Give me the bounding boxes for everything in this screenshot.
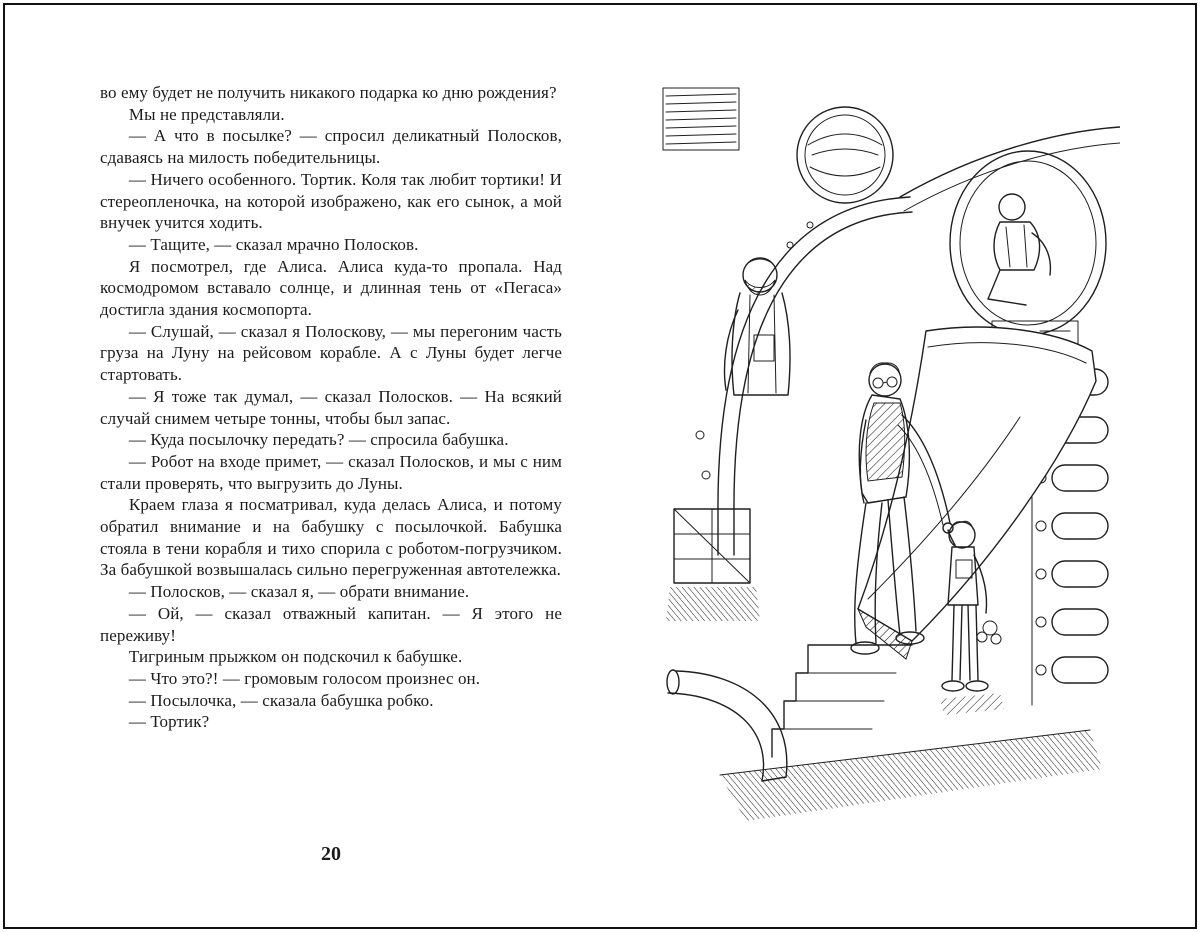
- stairs: [772, 645, 912, 757]
- paragraph: — Ничего особенного. Тортик. Коля так любит тортики! И стереопленочка, на которой изображено, как его сынок, а мой внучек учится ходить.: [100, 169, 562, 233]
- paragraph: — Тащите, — сказал мрачно Полосков.: [128, 234, 419, 254]
- paragraph: — Слушай, — сказал я Полоскову, — мы перегоним часть груза на Луну на рейсовом корабле. А с Луны будет легче стартовать.: [100, 321, 562, 385]
- paragraph: — Посылочка, — сказала бабушка робко.: [128, 690, 434, 710]
- paragraph: Я посмотрел, где Алиса. Алиса куда-то пропала. Над космодромом вставало солнце, и длинная тень от «Пегаса» достигла здания космопорта.: [100, 256, 562, 320]
- paragraph: Тигриным прыжком он подскочил к бабушке.: [128, 647, 463, 667]
- paragraph: — Ой, — сказал отважный капитан. — Я этого не переживу!: [100, 603, 562, 645]
- paragraph: — Полосков, — сказал я, — обрати внимание.: [128, 582, 470, 602]
- paragraph: — Куда посылочку передать? — спросила бабушка.: [128, 430, 509, 450]
- paragraph: — Что это?! — громовым голосом произнес он.: [128, 668, 481, 688]
- book-illustration: [660, 85, 1120, 845]
- paragraph: во ему будет не получить никакого подарка ко дню рождения?: [100, 83, 557, 102]
- paragraph: — Я тоже так думал, — сказал Полосков. — На всякий случай снимем четыре тонны, чтобы был запас.: [100, 386, 562, 428]
- spaceship-interior-drawing: [660, 85, 1120, 845]
- page-number: 20: [321, 843, 341, 865]
- alcove-seated-figure: [950, 151, 1106, 355]
- paragraph: — Робот на входе примет, — сказал Полосков, и мы с ним стали проверять, что выгрузить до Луны.: [100, 451, 562, 493]
- paragraph: Краем глаза я посматривал, куда делась Алиса, и потому обратил внимание и на бабушку с посылочкой. Бабушка стояла в тени корабля и тихо спорила с роботом-погрузчиком. За бабушкой возвышалась сильно перегруженная автотележка.: [100, 495, 562, 580]
- paragraph: Мы не представляли.: [128, 104, 285, 124]
- hose: [667, 670, 787, 781]
- body-text-column: [100, 82, 562, 733]
- figure-background-man: [725, 258, 791, 395]
- dome-porthole: [797, 107, 893, 203]
- crate: [666, 509, 760, 621]
- vent-grille: [663, 88, 739, 150]
- floor-shadow: [720, 693, 1102, 821]
- paragraph: — А что в посылке? — спросил деликатный Полосков, сдаваясь на милость победительницы.: [100, 126, 562, 168]
- paragraph: — Тортик?: [128, 712, 210, 732]
